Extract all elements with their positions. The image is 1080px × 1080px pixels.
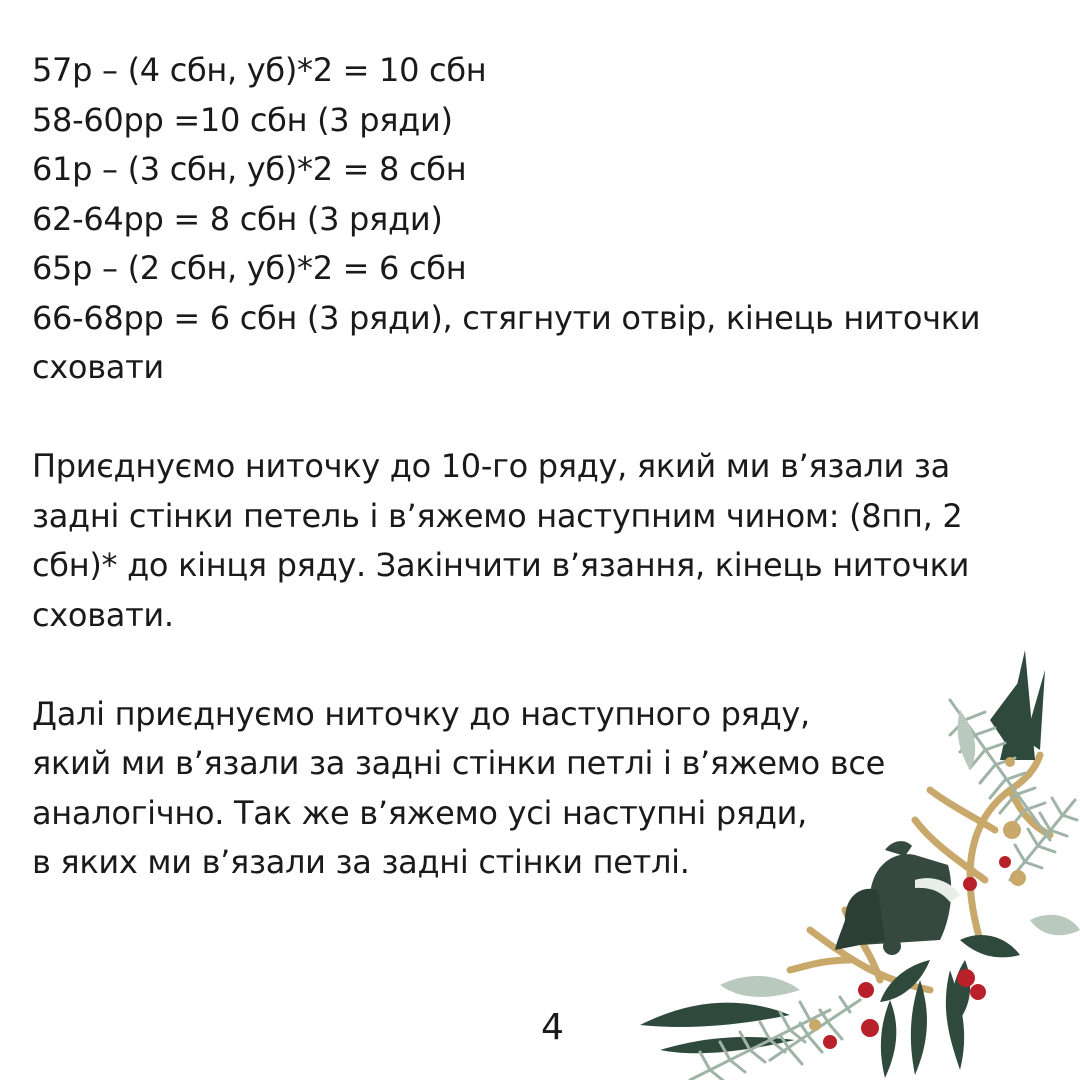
paragraph-2-line-3: сбн)* до кінця ряду. Закінчити в’язання, кінець ниточки — [32, 546, 970, 584]
bell-icon — [835, 841, 960, 955]
row-line-66-68-cont: сховати — [32, 348, 164, 386]
rows-section — [32, 46, 1042, 393]
paragraph-2-line-2: задні стінки петель і в’яжемо наступним чином: (8пп, 2 — [32, 496, 963, 535]
row-line-57: 57р – (4 сбн, уб)*2 = 10 сбн — [32, 51, 487, 89]
row-line-66-68: 66-68рр = 6 сбн (3 ряди), стягнути отвір, кінець ниточки — [32, 298, 981, 337]
paragraph-gap — [32, 393, 1042, 443]
row-line-61: 61р – (3 сбн, уб)*2 = 8 сбн — [32, 150, 467, 188]
paragraph-2-line-4: сховати. — [32, 595, 174, 634]
paragraph-3-line-2: який ми в’язали за задні стінки петлі і в’яжемо все — [32, 744, 886, 782]
paragraph-2-line-1: Приєднуємо ниточку до 10-го ряду, який ми в’язали за — [32, 447, 950, 485]
paragraph-3-line-1: Далі приєднуємо ниточку до наступного ряду, — [32, 694, 810, 733]
page-number: 4 — [541, 1007, 564, 1048]
paragraph-3-line-3: аналогічно. Так же в’яжемо усі наступні ряди, — [32, 793, 808, 832]
row-line-65: 65р – (2 сбн, уб)*2 = 6 сбн — [32, 249, 467, 287]
pine-branch-dark-icon — [640, 650, 1045, 1078]
row-line-62-64: 62-64рр = 8 сбн (3 ряди) — [32, 199, 443, 238]
paragraph-attach-10th-row — [32, 442, 1042, 640]
paragraph-3-line-4: в яких ми в’язали за задні стінки петлі. — [32, 843, 690, 881]
christmas-decoration-icon — [630, 640, 1080, 1080]
row-line-58-60: 58-60рр =10 сбн (3 ряди) — [32, 100, 453, 139]
